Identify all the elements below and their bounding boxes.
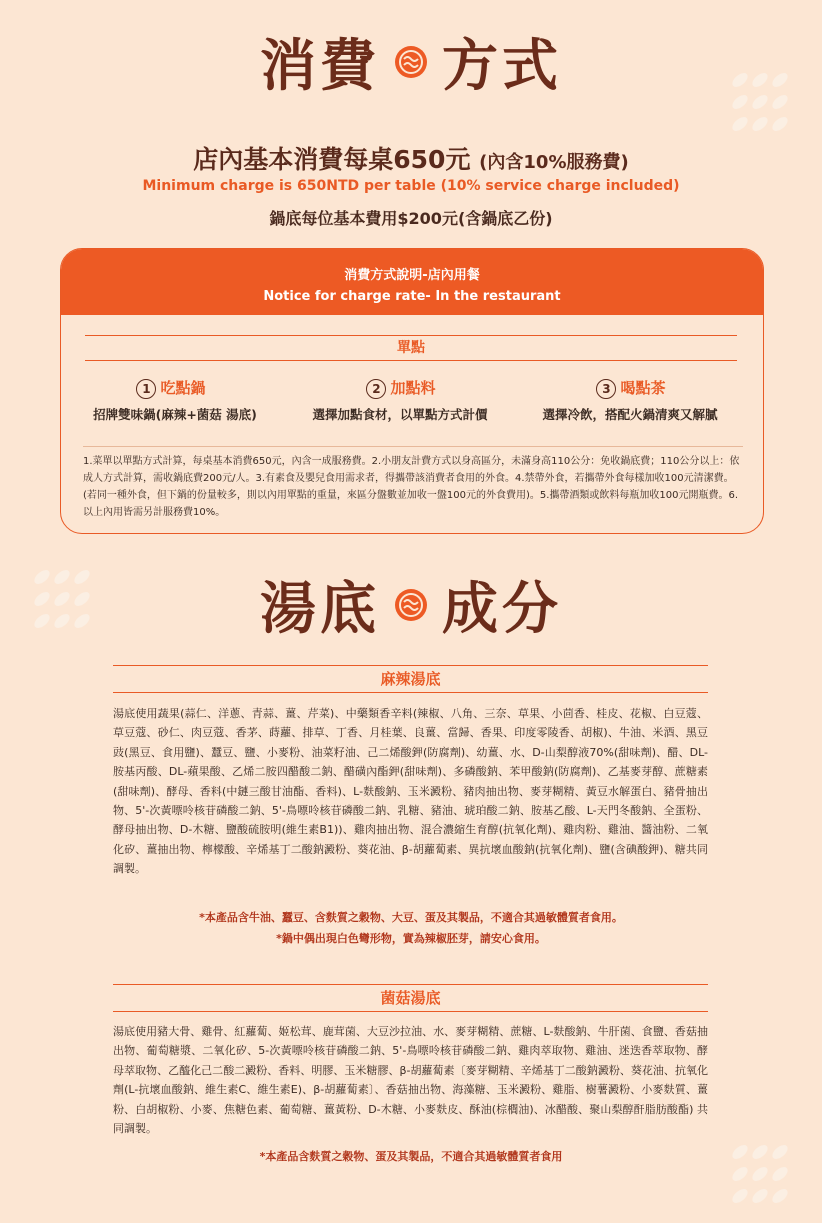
item-2-number-badge: 2 [366, 379, 386, 399]
heading-right-text: 方式 [442, 34, 562, 99]
card-title-zh: 消費方式說明-店內用餐 [344, 268, 480, 283]
spicy-broth-ingredients: 湯底使用蔬果(蒜仁、洋蔥、青蒜、薑、芹菜)、中藥類香辛料(辣椒、八角、三奈、草果、小茴香、桂皮、花椒、白豆蔻、草豆蔻、砂仁、肉豆蔻、香茅、蒔蘿、排草、丁香、月桂葉、良薑、當歸、香果、印度零陵香、胡椒)、牛油、米酒、黑豆豉(黑豆、食用鹽)、蠶豆、鹽、小麥粉、油菜籽油、己二烯酸鉀(防腐劑)、幼薑、水、D-山梨醇液70%(甜味劑)、醋、DL-胺基丙酸、DL-蘋果酸、乙烯二胺四醋酸二鈉、醋磺內酯鉀(甜味劑)、多磷酸鈉、苯甲酸鈉(防腐劑)、乙基麥芽醇、蔗糖素(甜味劑)、酵母、香料(中鏈三酸甘油酯、香料)、L-麩酸鈉、玉米澱粉、豬肉抽出物、麥芽糊精、黃豆水解蛋白、豬骨抽出物、5'-次黃嘌呤核苷磷酸二鈉、5'-鳥嘌呤核苷磷酸二鈉、乳糖、豬油、琥珀酸二鈉、胺基乙酸、L-天門冬酸鈉、全蛋粉、酵母抽出物、D-木糖、鹽酸硫胺明(維生素B1))、雞肉抽出物、混合濃縮生育醇(抗氧化劑)、雞肉粉、雞油、醬油粉、二氧化矽、薑抽出物、檸檬酸、辛烯基丁二酸鈉澱粉、葵花油、β-胡蘿蔔素、異抗壞血酸鈉(抗氧化劑)、鹽(含碘酸鉀)、糖共同調製。 [113, 707, 708, 876]
item-3-number-badge: 3 [596, 379, 616, 399]
item-3-title-text: 喝點茶 [620, 379, 666, 397]
item-2-desc: 選擇加點食材，以單點方式計價 [312, 407, 488, 422]
min-charge-note: (內含10%服務費) [479, 152, 629, 173]
item-2-title-text: 加點料 [390, 379, 436, 397]
swirl-emblem-icon [394, 45, 428, 79]
charge-notes: 1.菜單以單點方式計算，每桌基本消費650元，內含一成服務費。2.小朋友計費方式以身高區分，未滿身高110公分：免收鍋底費；110公分以上：依成人方式計算，需收鍋底費200元/人。3.有素食及嬰兒食用需求者，得攜帶該消費者食用的外食。4.禁帶外食，若攜帶外食每樣加收100元清潔費。(若同一種外食，但下鍋的份量較多，則以內用單點的重量，來區分盤數並加收一盤100元的外食費用)。5.攜帶酒類或飲料每瓶加收100元開瓶費。6.以上內用皆需另計服務費10%。 [83, 446, 743, 521]
item-1-title [101, 377, 241, 399]
min-charge-line [0, 140, 822, 176]
mushroom-broth-label: 菌菇湯底 [113, 984, 708, 1012]
item-1-number-badge: 1 [136, 379, 156, 399]
a-la-carte-label: 單點 [85, 335, 737, 361]
mushroom-allergen-warning: *本產品含麩質之穀物、蛋及其製品，不適合其過敏體質者食用 [259, 1150, 563, 1163]
min-charge-english: Minimum charge is 650NTD per table (10% service charge included) [142, 178, 680, 194]
card-header [61, 249, 763, 315]
heading-left-text: 消費 [260, 34, 380, 99]
card-title-en: Notice for charge rate- In the restaurant [263, 289, 561, 304]
spicy-chili-germ-note: *鍋中偶出現白色彎形物，實為辣椒胚芽，請安心食用。 [276, 932, 546, 945]
swirl-emblem-icon [394, 588, 428, 622]
item-1-title-text: 吃點鍋 [160, 379, 206, 397]
spicy-broth-label: 麻辣湯底 [113, 665, 708, 693]
item-2-title [331, 377, 471, 399]
item-3-title [556, 377, 706, 399]
item-1-desc: 招牌雙味鍋(麻辣+菌菇 湯底) [93, 407, 257, 422]
broth-fee-line: 鍋底每位基本費用$200元(含鍋底乙份) [269, 209, 553, 228]
broth-ingredients-heading [0, 565, 822, 645]
item-3-desc: 選擇冷飲，搭配火鍋清爽又解膩 [542, 407, 718, 422]
charge-method-heading [0, 22, 822, 102]
heading2-left-text: 湯底 [260, 577, 380, 642]
min-charge-main: 店內基本消費每桌650元 [193, 145, 471, 174]
spicy-allergen-warning: *本產品含牛油、蠶豆、含麩質之穀物、大豆、蛋及其製品，不適合其過敏體質者食用。 [199, 911, 623, 924]
mushroom-broth-ingredients: 湯底使用豬大骨、雞骨、紅蘿蔔、姬松茸、鹿茸菌、大豆沙拉油、水、麥芽糊精、蔗糖、L-麩酸鈉、牛肝菌、食鹽、香菇抽出物、葡萄糖漿、二氧化矽、5-次黃嘌呤核苷磷酸二鈉、5'-鳥嘌呤核苷磷酸二鈉、雞肉萃取物、雞油、迷迭香萃取物、酵母萃取物、乙醯化己二酸二澱粉、香料、明膠、玉米糖膠、β-胡蘿蔔素〔麥芽糊精、辛烯基丁二酸鈉澱粉、葵花油、抗氧化劑(L-抗壞血酸鈉、維生素C、維生素E)、β-胡蘿蔔素〕、香菇抽出物、海藻糖、玉米澱粉、雞脂、樹薯澱粉、小麥麩質、薑粉、白胡椒粉、小麥、焦糖色素、葡萄糖、薑黃粉、D-木糖、小麥麩皮、酥油(棕櫚油)、冰醋酸、聚山梨醇酐脂肪酸酯) 共同調製。 [113, 1025, 708, 1136]
charge-notice-card [60, 248, 764, 534]
heading2-right-text: 成分 [442, 577, 562, 642]
